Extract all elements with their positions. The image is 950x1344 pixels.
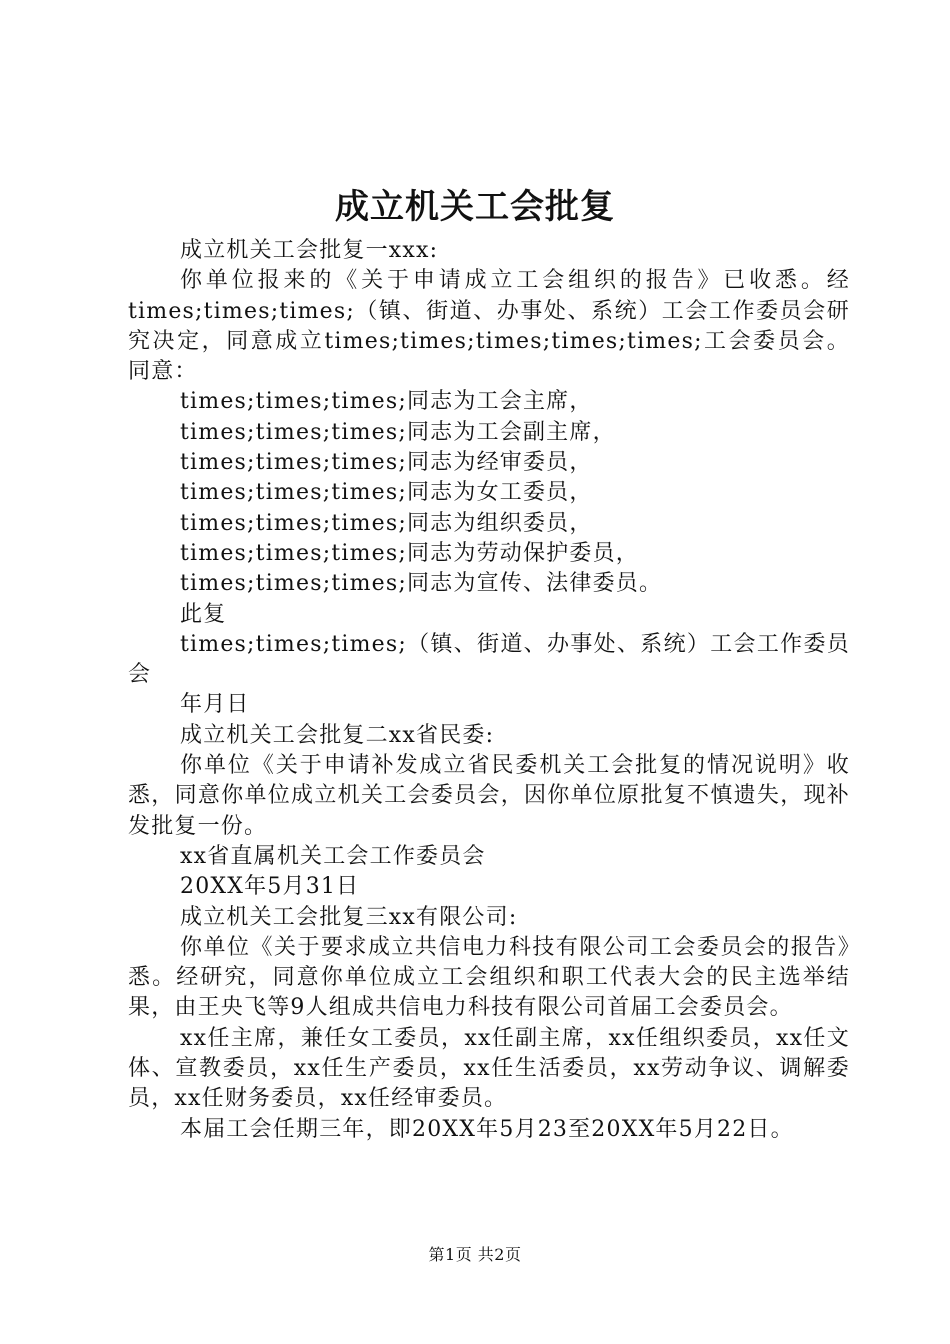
paragraph: 成立机关工会批复二xx省民委:	[180, 722, 495, 748]
paragraph: 你单位《关于要求成立共信电力科技有限公司工会委员会的报告》悉。经研究，同意你单位成立工会组织和职工代表大会的民主选举结果，由王央飞等9人组成共信电力科技有限公司首届工会委员会。	[128, 934, 850, 1021]
document-title: 成立机关工会批复	[335, 187, 615, 227]
paragraph: times;times;times;同志为经审委员，	[180, 450, 593, 476]
paragraph: 你单位《关于申请补发成立省民委机关工会批复的情况说明》收悉，同意你单位成立机关工会委员会，因你单位原批复不慎遗失，现补发批复一份。	[128, 753, 850, 839]
document-body	[128, 236, 850, 1145]
paragraph: xx省直属机关工会工作委员会	[180, 843, 486, 869]
paragraph: times;times;times;同志为工会副主席，	[180, 419, 616, 445]
paragraph: 此复	[180, 601, 227, 627]
paragraph: 你单位报来的《关于申请成立工会组织的报告》已收悉。经times;times;times;（镇、街道、办事处、系统）工会工作委员会研究决定，同意成立times;times;times;times;times;工会委员会。同意：	[128, 268, 850, 385]
paragraph: times;times;times;同志为组织委员，	[180, 510, 593, 536]
paragraph: times;times;times;同志为女工委员，	[180, 480, 593, 506]
paragraph: times;times;times;同志为工会主席，	[180, 389, 593, 415]
paragraph: xx任主席，兼任女工委员，xx任副主席，xx任组织委员，xx任文体、宣教委员，xx任生产委员，xx任生活委员，xx劳动争议、调解委员，xx任财务委员，xx任经审委员。	[128, 1025, 850, 1112]
paragraph: 成立机关工会批复三xx有限公司:	[180, 904, 518, 930]
paragraph: 20XX年5月31日	[180, 874, 360, 900]
paragraph: 年月日	[180, 692, 250, 718]
paragraph: 本届工会任期三年，即20XX年5月23至20XX年5月22日。	[180, 1116, 794, 1142]
paragraph: times;times;times;同志为宣传、法律委员。	[180, 571, 663, 597]
paragraph: 成立机关工会批复一xxx:	[180, 238, 439, 263]
paragraph: times;times;times;同志为劳动保护委员，	[180, 540, 639, 566]
paragraph: times;times;times;（镇、街道、办事处、系统）工会工作委员会	[128, 631, 850, 688]
page-footer: 第1页 共2页	[428, 1245, 522, 1264]
